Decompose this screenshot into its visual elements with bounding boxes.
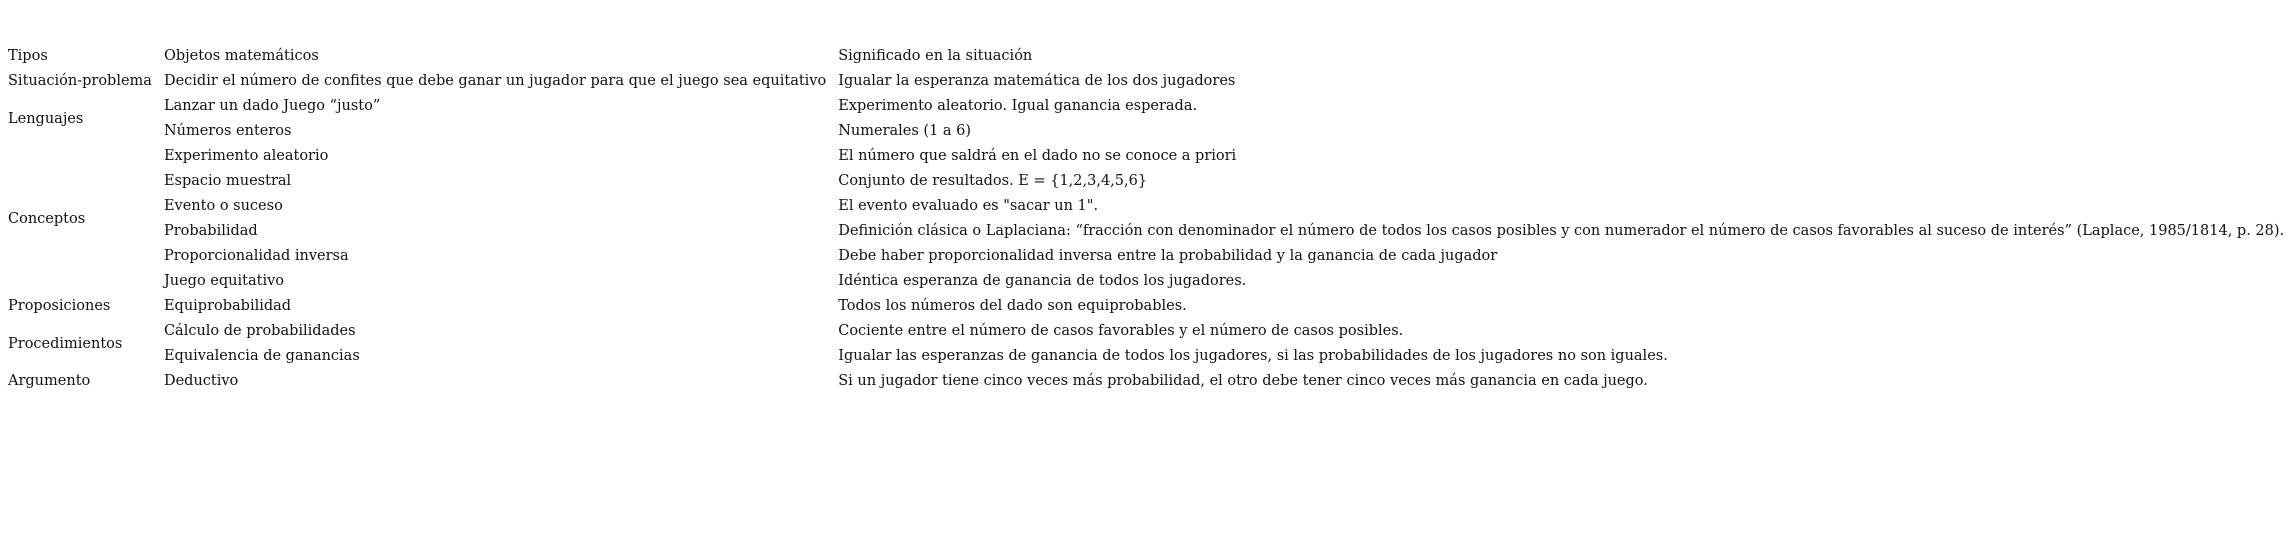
object-cell: Decidir el número de confites que debe ganar un jugador para que el juego sea equitativo [163,73,827,89]
type-cell: Lenguajes [8,110,84,127]
header-row [4,44,2292,69]
meaning-cell: Debe haber proporcionalidad inversa entre la probabilidad y la ganancia de cada jugador [838,248,1498,264]
table-row [4,144,2292,169]
meaning-cell: Definición clásica o Laplaciana: “fracción con denominador el número de todos los casos posibles y con numerador el número de casos favorables al suceso de interés” (Laplace, 1985/1814, p. 28). [838,223,2285,239]
type-cell: Situación-problema [8,73,152,89]
object-cell: Probabilidad [163,223,258,239]
meaning-cell: Igualar las esperanzas de ganancia de todos los jugadores, si las probabilidades de los jugadores no son iguales. [838,348,1668,364]
type-cell: Procedimientos [8,335,123,352]
object-cell: Juego equitativo [163,273,285,289]
math-objects-table [4,44,2292,394]
object-cell: Lanzar un dado Juego “justo” [163,98,381,114]
table-row [4,244,2292,269]
type-cell: Argumento [8,373,91,389]
table-row [4,294,2292,319]
object-cell: Equiprobabilidad [163,298,292,314]
object-cell: Proporcionalidad inversa [163,248,349,264]
object-cell: Espacio muestral [163,173,292,189]
type-cell: Conceptos [8,210,86,227]
meaning-cell: Numerales (1 a 6) [838,123,972,139]
table-row [4,69,2292,94]
table-row [4,94,2292,119]
table-row [4,369,2292,394]
table-body [4,69,2292,394]
object-cell: Equivalencia de ganancias [163,348,360,364]
header-tipos: Tipos [8,48,48,64]
object-cell: Números enteros [163,123,292,139]
meaning-cell: Conjunto de resultados. E = {1,2,3,4,5,6} [838,173,1148,189]
meaning-cell: Experimento aleatorio. Igual ganancia esperada. [838,98,1198,114]
object-cell: Cálculo de probabilidades [163,323,356,339]
meaning-cell: Si un jugador tiene cinco veces más probabilidad, el otro debe tener cinco veces más ganancia en cada juego. [838,373,1648,389]
table-row [4,194,2292,219]
type-cell: Proposiciones [8,298,111,314]
table-header [4,44,2292,69]
table-row [4,119,2292,144]
header-significado: Significado en la situación [838,48,1033,64]
object-cell: Deductivo [163,373,239,389]
table-row [4,344,2292,369]
table-row [4,319,2292,344]
meaning-cell: El evento evaluado es "sacar un 1". [838,198,1099,214]
header-objetos: Objetos matemáticos [163,48,319,64]
table-row [4,269,2292,294]
object-cell: Evento o suceso [163,198,283,214]
meaning-cell: El número que saldrá en el dado no se conoce a priori [838,148,1237,164]
table-row [4,219,2292,244]
table-row [4,169,2292,194]
object-cell: Experimento aleatorio [163,148,329,164]
meaning-cell: Igualar la esperanza matemática de los dos jugadores [838,73,1236,89]
meaning-cell: Todos los números del dado son equiprobables. [838,298,1187,314]
meaning-cell: Idéntica esperanza de ganancia de todos los jugadores. [838,273,1247,289]
meaning-cell: Cociente entre el número de casos favorables y el número de casos posibles. [838,323,1404,339]
